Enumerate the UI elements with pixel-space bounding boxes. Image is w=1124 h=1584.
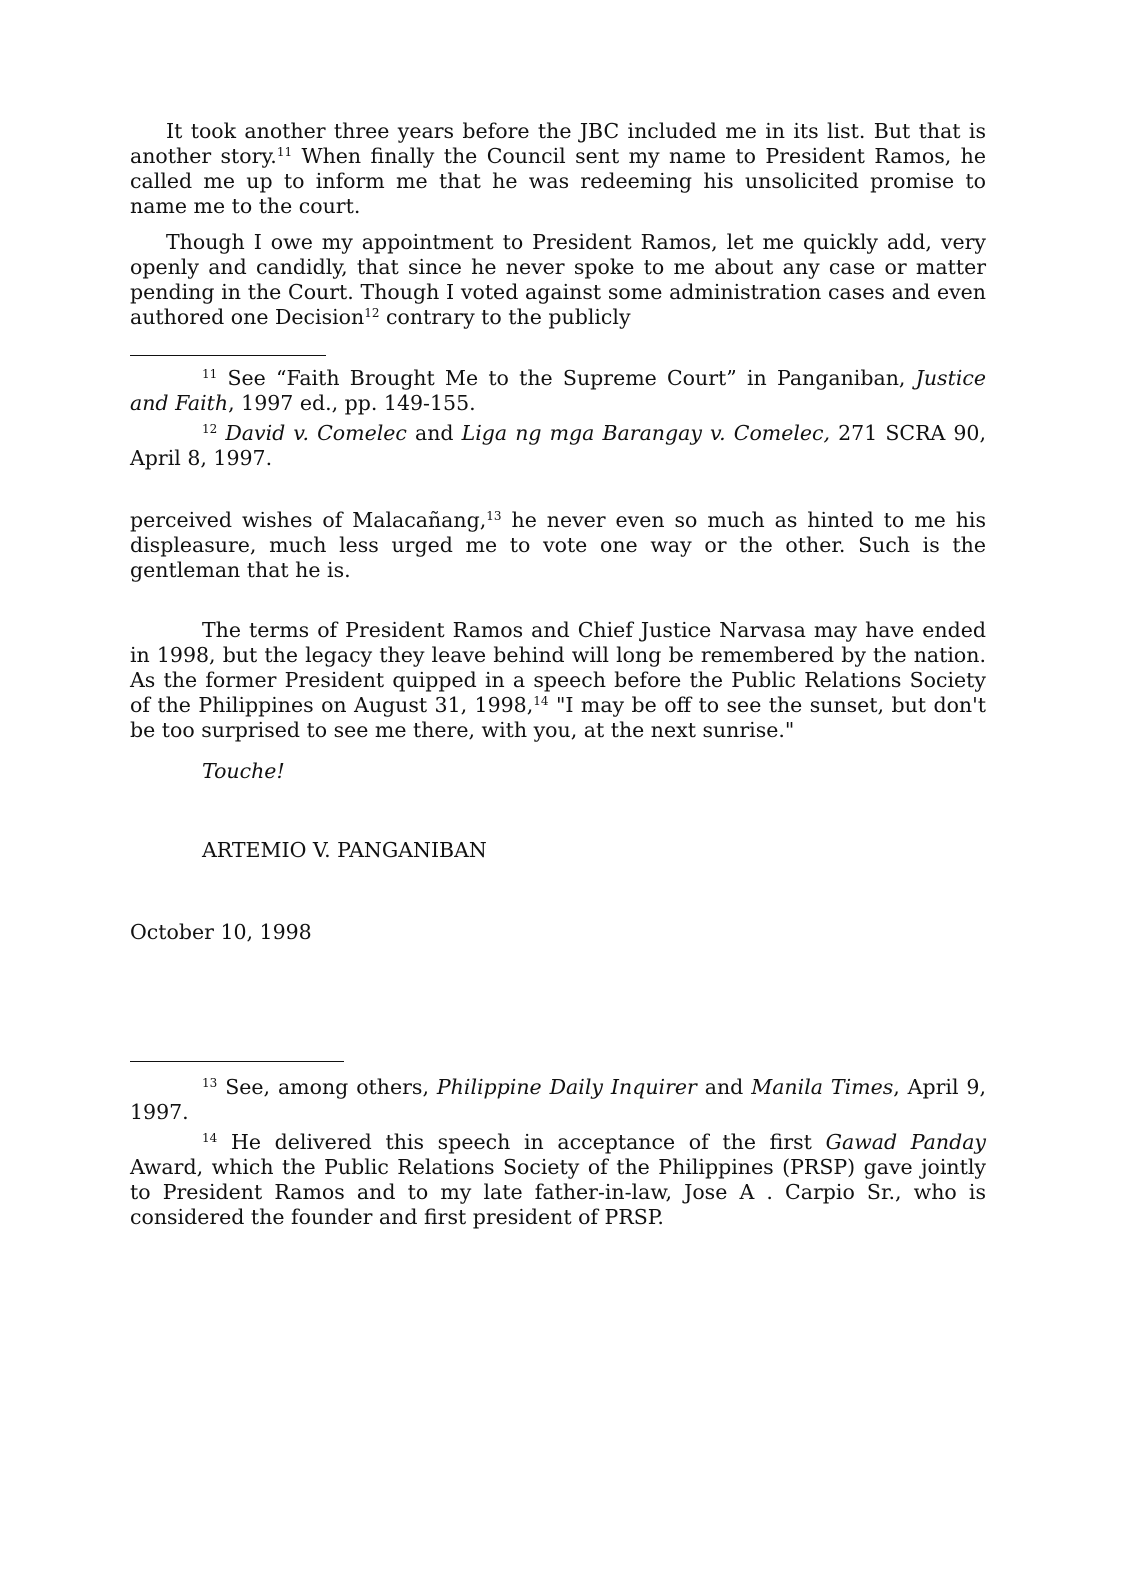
footnote-ref-11[interactable]: 11 xyxy=(276,144,293,159)
footnote-italic-title: Manila Times xyxy=(751,1075,894,1099)
footnote-text: See, among others, xyxy=(217,1075,437,1099)
paragraph-appointment xyxy=(130,230,986,330)
document-date: October 10, 1998 xyxy=(130,920,312,944)
closing-remark xyxy=(202,759,285,784)
footnote-14 xyxy=(130,1130,986,1230)
footnote-separator xyxy=(130,1061,344,1062)
footnote-text: He delivered this speech in acceptance of the first xyxy=(217,1130,826,1154)
footnote-ref-14[interactable]: 14 xyxy=(533,693,549,708)
paragraph-legacy xyxy=(130,618,986,743)
paragraph-text: perceived wishes of Malacañang, xyxy=(130,508,487,532)
paragraph-text: Though I owe my appointment to President Ramos, let me quickly add, very openly and candidly, that since he never spoke to me about any case or matter pending in the Court. Though I voted against some administration cases and even authored one Decision xyxy=(130,230,986,329)
footnote-ref-13[interactable]: 13 xyxy=(486,508,502,523)
paragraph-jbc-list xyxy=(130,119,986,219)
footnote-number: 14 xyxy=(202,1130,218,1145)
footnotes-section-1 xyxy=(130,366,986,476)
footnote-text: , April 9, 1997. xyxy=(130,1075,986,1124)
footnote-number: 13 xyxy=(202,1075,218,1090)
closing-remark-text: Touche! xyxy=(202,759,285,783)
paragraph-text: he never even so much as hinted to me his displeasure, much less urged me to vote one way or the other. Such is the gentleman that he is. xyxy=(130,508,986,582)
footnote-text: See “Faith Brought Me to the Supreme Court” in Panganiban, xyxy=(217,366,916,390)
footnote-italic-title: Justice and Faith xyxy=(130,366,986,415)
footnote-12 xyxy=(130,421,986,471)
footnote-number: 11 xyxy=(202,366,218,381)
footnote-italic-title: David v. Comelec xyxy=(217,421,407,445)
paragraph-text: "I may be off to see the sunset, but don't be too surprised to see me there, with you, at the next sunrise." xyxy=(130,693,986,742)
footnote-number: 12 xyxy=(202,421,218,436)
footnote-11 xyxy=(130,366,986,416)
footnote-text: , 1997 ed., pp. 149-155. xyxy=(228,391,476,415)
footnote-italic-title: Gawad Panday xyxy=(825,1130,987,1154)
footnote-text: Award, which the Public Relations Society of the Philippines (PRSP) gave jointly to President Ramos and to my late father-in-law, Jose A . Carpio Sr., who is considered the founder and first president of PRSP. xyxy=(130,1155,986,1229)
author-signature: ARTEMIO V. PANGANIBAN xyxy=(202,838,487,862)
footnote-ref-12[interactable]: 12 xyxy=(364,305,380,320)
footnote-text: and xyxy=(406,421,462,445)
footnote-separator xyxy=(130,355,326,356)
paragraph-text: When finally the Council sent my name to President Ramos, he called me up to inform me that he was redeeming his unsolicited promise to name me to the court. xyxy=(130,144,986,218)
paragraph-text: It took another three years before the JBC included me in its list. But that is another story. xyxy=(130,119,986,168)
footnote-italic-title: Liga ng mga Barangay v. Comelec, xyxy=(461,421,831,445)
paragraph-text: contrary to the publicly xyxy=(379,305,631,329)
paragraph-malacanang xyxy=(130,508,986,583)
footnote-italic-title: Philippine Daily Inquirer xyxy=(436,1075,697,1099)
footnote-13 xyxy=(130,1075,986,1125)
footnotes-section-2 xyxy=(130,1075,986,1235)
footnote-text: and xyxy=(696,1075,752,1099)
footnote-text: 271 SCRA 90, April 8, 1997. xyxy=(130,421,986,470)
paragraph-text: The terms of President Ramos and Chief Justice Narvasa may have ended in 1998, but the legacy they leave behind will long be remembered by the nation. As the former President quipped in a speech before the Public Relations Society of the Philippines on August 31, 1998, xyxy=(130,618,986,717)
